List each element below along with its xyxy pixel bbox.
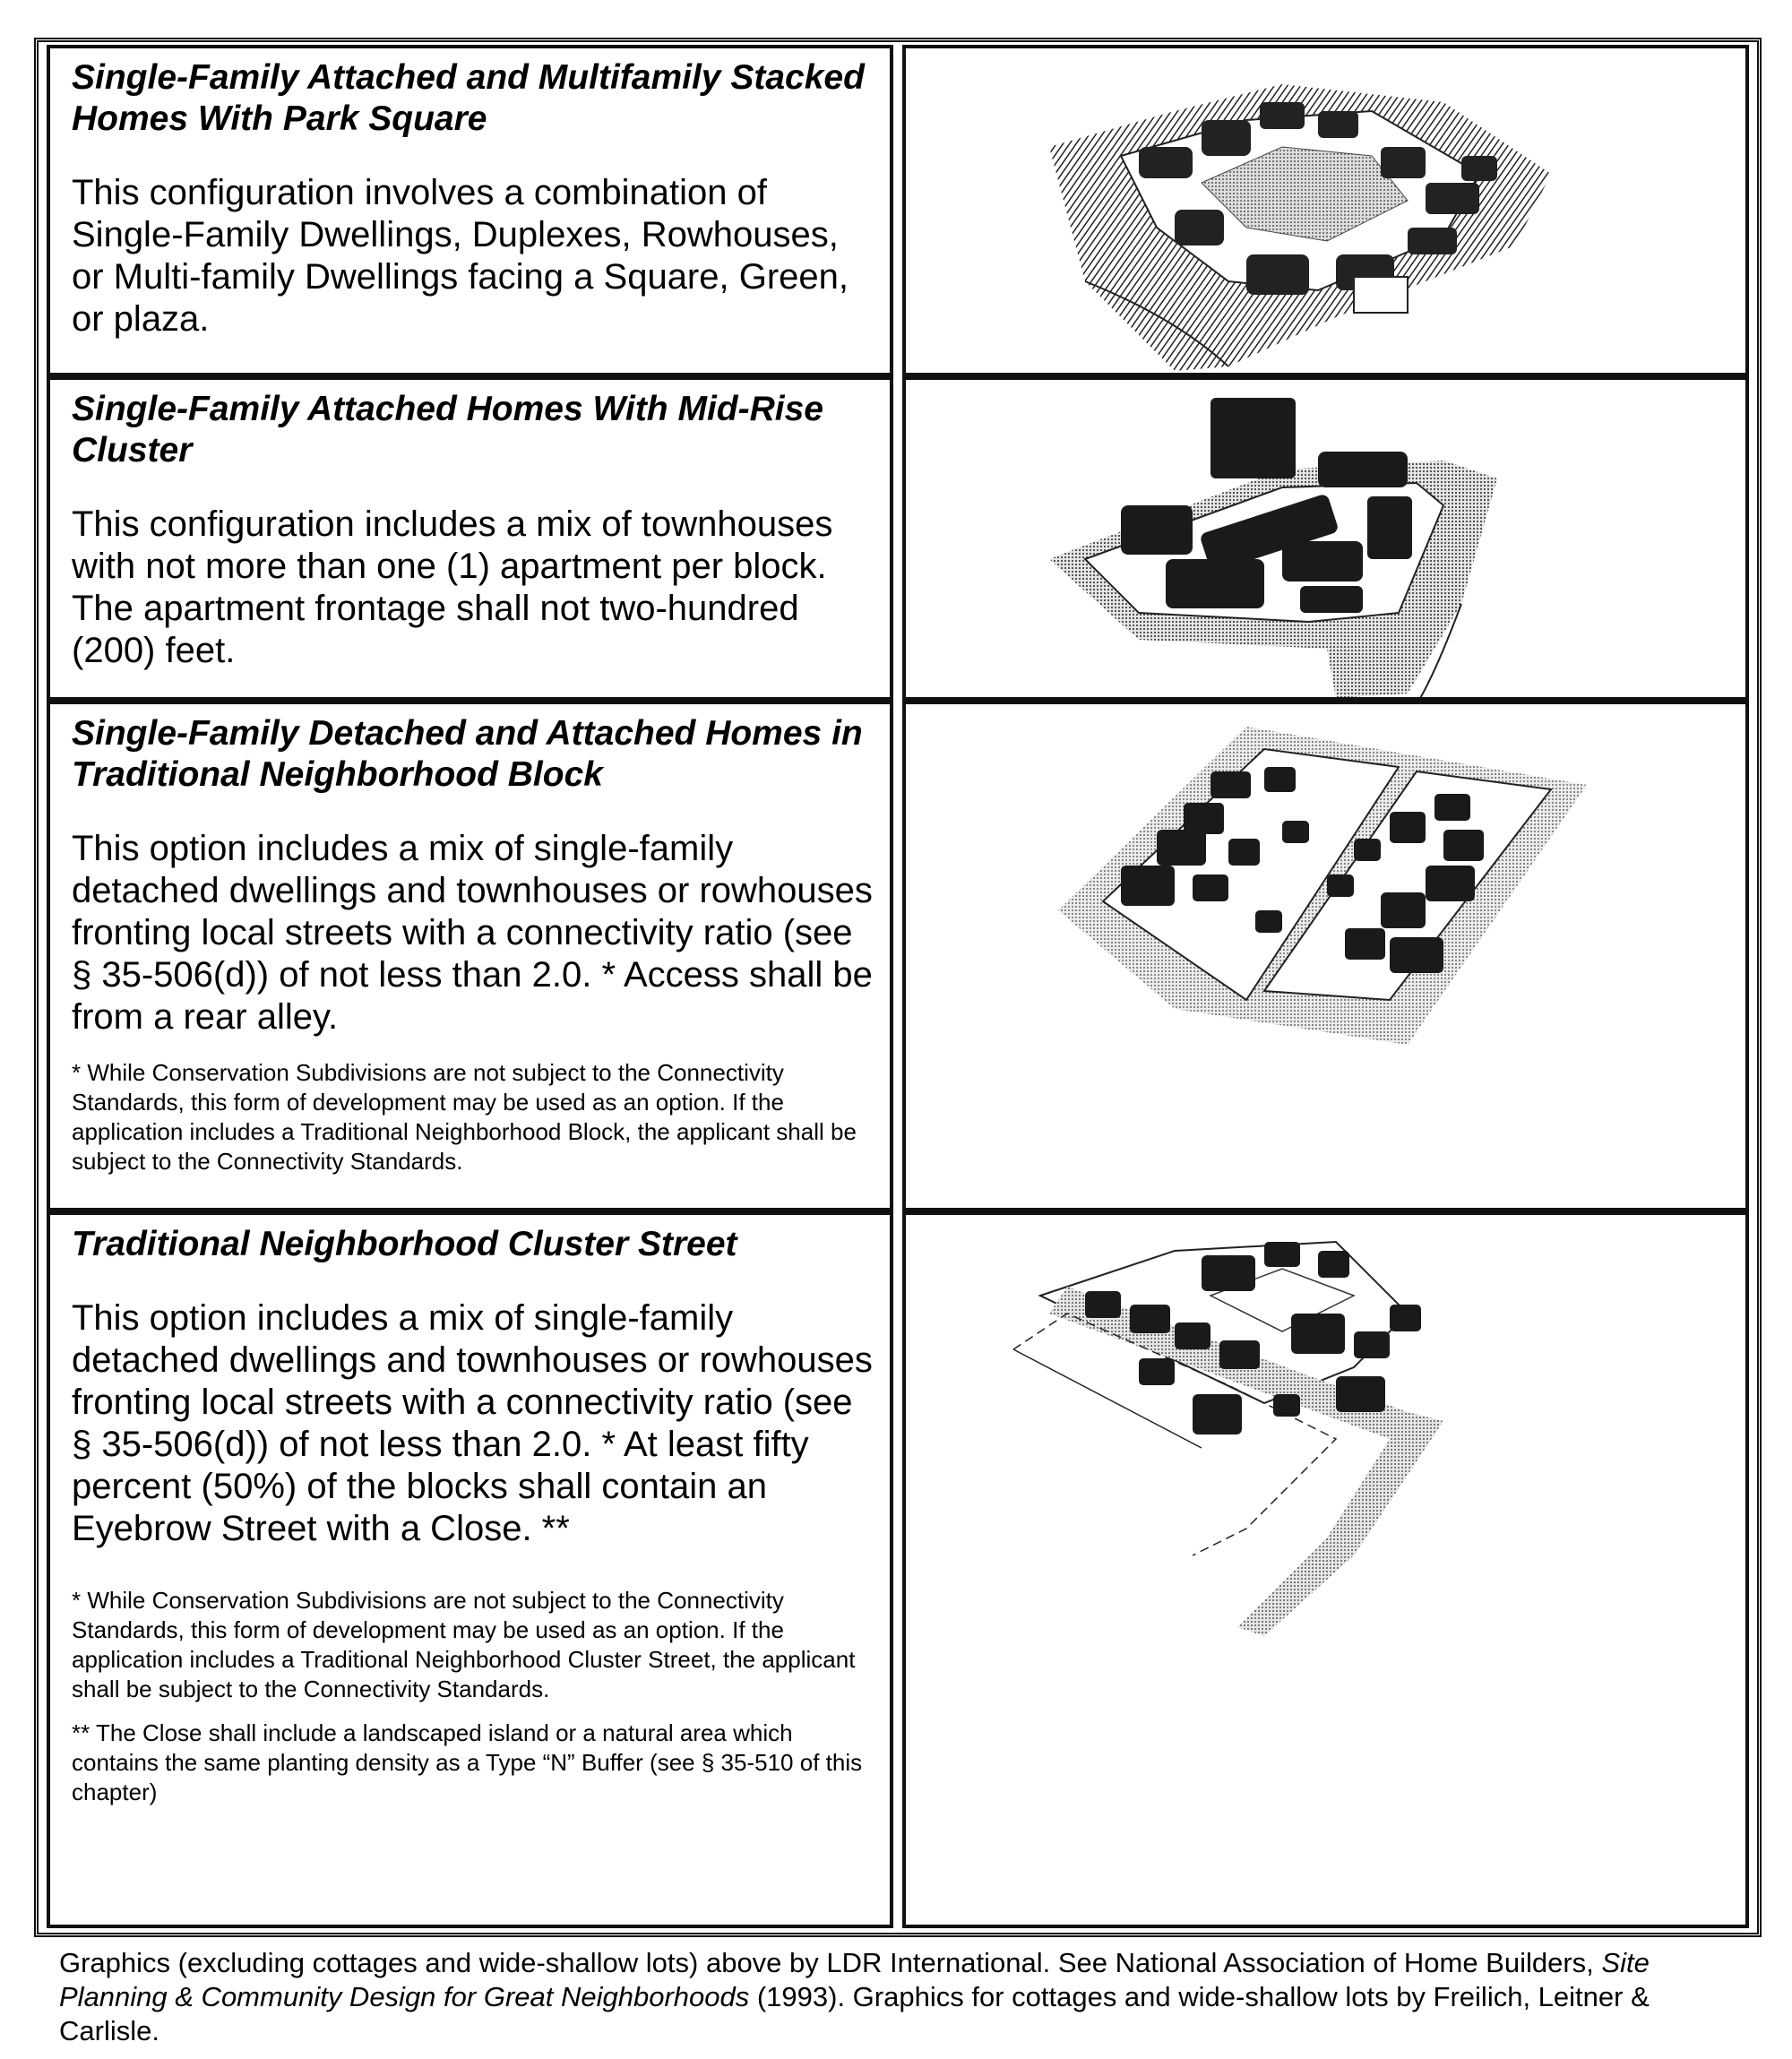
description-cell <box>47 45 893 376</box>
table-row <box>47 376 1749 701</box>
description-cell <box>47 701 893 1211</box>
row-title: Single-Family Attached and Multifamily Stacked Homes With Park Square <box>72 58 865 138</box>
row-description: This option includes a mix of single-family detached dwellings and townhouses or rowhouses fronting local streets with a connectivity ratio (see § 35-506(d)) of not less than 2.0. * Access shall be from a rear alley. <box>72 829 873 1037</box>
traditional-neighborhood-block-illustration <box>906 704 1749 1211</box>
illustration-cell <box>902 1211 1749 1928</box>
park-square-site-illustration <box>906 48 1749 376</box>
row-footnote: * While Conservation Subdivisions are not subject to the Connectivity Standards, this form of development may be used as an option. If the application includes a Traditional Neighborhood Block, the applicant shall be subject to the Connectivity Standards. <box>72 1059 857 1175</box>
caption-text-1: Graphics (excluding cottages and wide-shallow lots) above by LDR International. See National Association of Home Builders, <box>59 1947 1602 1978</box>
cluster-street-illustration <box>906 1215 1749 1928</box>
row-description: This configuration involves a combination of Single-Family Dwellings, Duplexes, Rowhouses, or Multi-family Dwellings facing a Square, Green, or plaza. <box>72 173 849 339</box>
row-footnote: * While Conservation Subdivisions are not subject to the Connectivity Standards, this form of development may be used as an option. If the application includes a Traditional Neighborhood Cluster Street, the applicant shall be subject to the Connectivity Standards. <box>72 1587 856 1702</box>
caption-text-2: (1993). Graphics for cottages and wide-shallow lots by Freilich, Leitner & Carlisle. <box>59 1981 1650 2046</box>
row-title: Single-Family Detached and Attached Homes in Traditional Neighborhood Block <box>72 714 863 794</box>
graphics-credit-caption <box>59 1946 1744 2048</box>
row-description: This option includes a mix of single-family detached dwellings and townhouses or rowhouses fronting local streets with a connectivity ratio (see § 35-506(d)) of not less than 2.0. * At least fifty percent (50%) of the blocks shall contain an Eyebrow Street with a Close. ** <box>72 1298 873 1548</box>
description-cell <box>47 1211 893 1928</box>
description-cell <box>47 376 893 701</box>
row-title: Single-Family Attached Homes With Mid-Rise Cluster <box>72 390 823 470</box>
illustration-cell <box>902 701 1749 1211</box>
table-row <box>47 45 1749 376</box>
caption-book-title: Site Planning & Community Design for Great Neighborhoods <box>59 1947 1650 2012</box>
row-description: This configuration includes a mix of townhouses with not more than one (1) apartment per block. The apartment frontage shall not two-hundred (200) feet. <box>72 504 833 670</box>
illustration-cell <box>902 376 1749 701</box>
row-title: Traditional Neighborhood Cluster Street <box>72 1225 737 1263</box>
row-footnote-2: ** The Close shall include a landscaped island or a natural area which contains the same planting density as a Type “N” Buffer (see § 35-510 of this chapter) <box>72 1719 863 1805</box>
illustration-cell <box>902 45 1749 376</box>
table-row <box>47 1211 1749 1928</box>
mid-rise-cluster-site-illustration <box>906 380 1749 701</box>
table-row <box>47 701 1749 1211</box>
